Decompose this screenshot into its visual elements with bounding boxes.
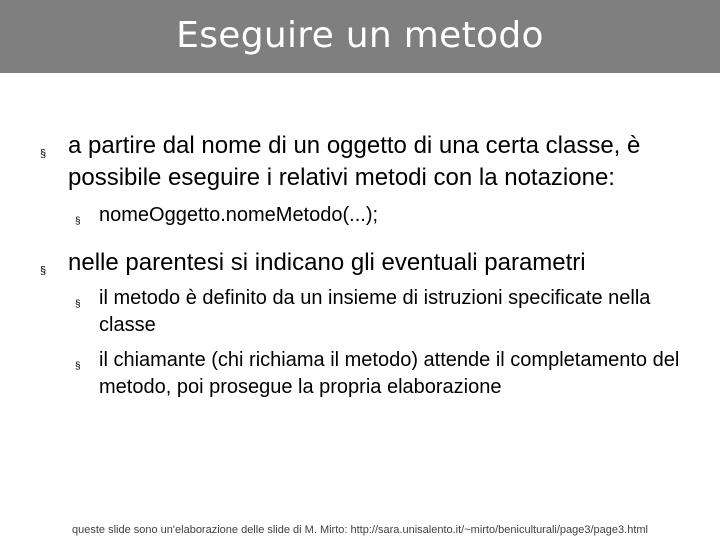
bullet-item xyxy=(40,130,700,194)
bullet-text: a partire dal nome di un oggetto di una certa classe, è possibile eseguire i relativi metodi con la notazione: xyxy=(68,132,641,191)
sub-bullet-item xyxy=(40,202,700,229)
sub-bullet-icon: § xyxy=(75,299,81,310)
bullet-item xyxy=(40,247,700,279)
sub-bullet-item xyxy=(40,347,700,401)
sub-bullet-text: nomeOggetto.nomeMetodo(...); xyxy=(99,204,379,226)
sub-bullet-icon: § xyxy=(75,216,81,227)
sub-bullet-item xyxy=(40,285,700,339)
title-bar xyxy=(0,0,720,73)
bullet-icon: § xyxy=(40,265,47,277)
sub-bullet-text: il chiamante (chi richiama il metodo) attende il completamento del metodo, poi prosegue la propria elaborazione xyxy=(99,349,680,398)
slide-content xyxy=(40,130,700,401)
bullet-text: nelle parentesi si indicano gli eventuali parametri xyxy=(68,249,586,276)
sub-bullet-text: il metodo è definito da un insieme di istruzioni specificate nella classe xyxy=(99,287,651,336)
slide-title: Eseguire un metodo xyxy=(176,15,544,56)
footer-credit: queste slide sono un'elaborazione delle slide di M. Mirto: http://sara.unisalento.it/~mirto/beniculturali/page3/page3.html xyxy=(72,524,648,536)
sub-bullet-icon: § xyxy=(75,361,81,372)
bullet-icon: § xyxy=(40,148,47,160)
